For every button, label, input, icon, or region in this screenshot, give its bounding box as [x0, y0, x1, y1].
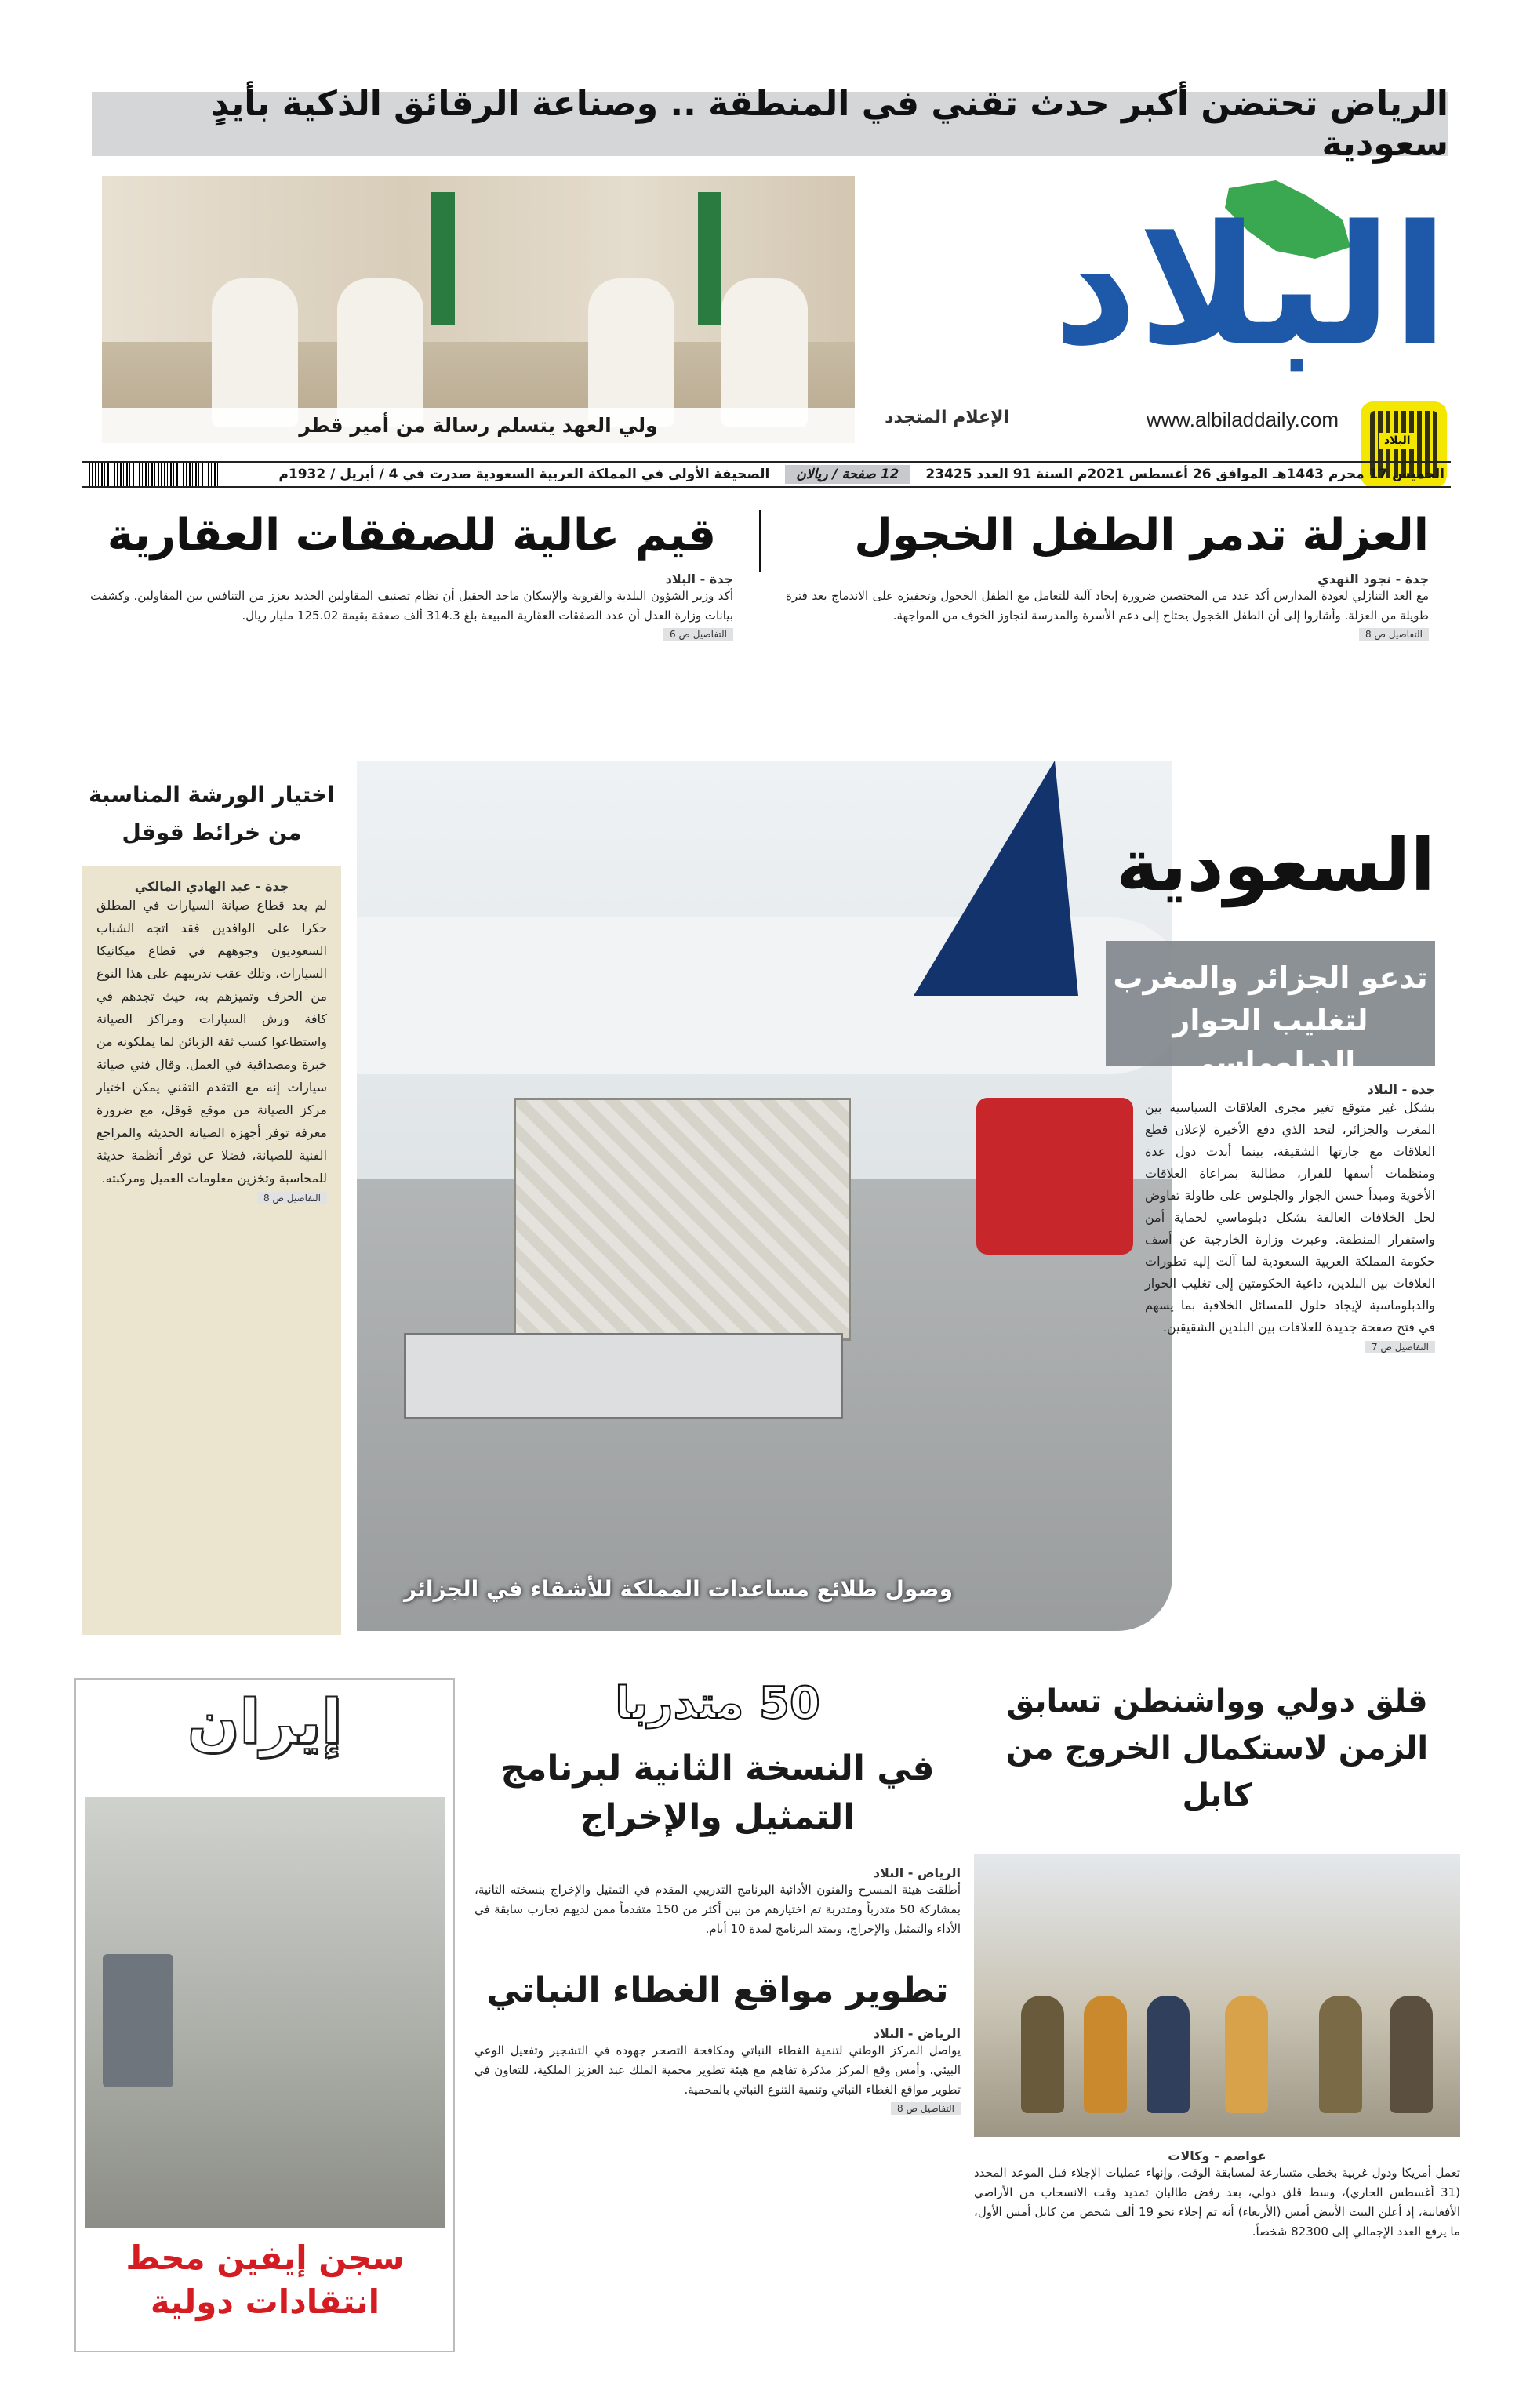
iran-story[interactable] [74, 1678, 455, 2352]
issue-date: الخميس 17 محرم 1443هـ الموافق 26 أغسطس 2021م السنة 91 العدد 23425 [925, 467, 1445, 482]
workshop-title[interactable]: اختيار الورشة المناسبة من خرائط قوقل [89, 782, 335, 845]
feature-body: بشكل غير متوقع تغير مجرى العلاقات السياسية بين المغرب والجزائر، لتحد الذي دفع الأخيرة لإعلان قطع العلاقات مع جارتها الشقيقة، بينما أبدت دول عدة ومنظمات أسفها للقرار، مطالبة بمراعاة العلاقات الأخوية ومبدأ حسن الجوار والجلوس على طاولة تفاوض لحل الخلافات العالقة بشكل دبلوماسي لحماية أمن واستقرار المنطقة. وعبرت وزارة الخارجية عن أسف حكومة المملكة العربية السعودية لما آلت إليه تطورات العلاقات بين البلدين، داعية الحكومتين إلى تغليب الحوار والدبلوماسية لإيجاد حلول للمسائل الخلافية بما يسهم في فتح صفحة جديدة للعلاقات بين البلدين الشقيقين. [1145, 1100, 1435, 1335]
plants-headline[interactable]: تطوير مواقع الغطاء النباتي [486, 1970, 949, 2010]
banner-headline: الرياض تحتضن أكبر حدث تقني في المنطقة .. وصناعة الرقائق الذكية بأيدٍ سعودية [211, 84, 1448, 164]
lead-left-byline: جدة - البلاد [665, 572, 733, 587]
crown-prince-photo[interactable] [102, 176, 855, 443]
lead-right-story[interactable] [786, 510, 1429, 641]
feature-subtitle: تدعو الجزائر والمغرب لتغليب الحوار الدبلوماسي [1106, 941, 1435, 1066]
lead-right-body: مع العد التنازلي لعودة المدارس أكد عدد من المختصين ضرورة إيجاد آلية للتعامل مع الطفل الخجول وتحفيزه على الاندماج بعد فترة طويلة من العزلة. وأشاروا إلى أن الطفل الخجول يحتاج إلى دعم الأسرة والمدرسة لتجاوز الخوف من المواجهة. [786, 589, 1429, 623]
paper-tagline: الصحيفة الأولى في المملكة العربية السعودية صدرت في 4 / أبريل / 1932م [278, 467, 770, 482]
plants-body: يواصل المركز الوطني لتنمية الغطاء النباتي ومكافحة التصحر جهوده في التشجير وتفعيل الوعي البيئي، وأمس وقع المركز مذكرة تفاهم مع هيئة تطوير محمية الملك عبد العزيز الملكية، للتعاون في تطوير مواقع الغطاء النباتي وتنمية التنوع النباتي بالمحمية. [474, 2043, 961, 2097]
snapcode-label: البلاد [1379, 433, 1415, 449]
feature-photo-caption: وصول طلائع مساعدات المملكة للأشقاء في الجزائر [404, 1576, 953, 1602]
kabul-story[interactable] [974, 1678, 1460, 2352]
hero-photo-caption: ولي العهد يتسلم رسالة من أمير قطر [102, 408, 855, 443]
lead-right-byline: جدة - نجود النهدي [1317, 572, 1429, 587]
feature-more-link[interactable]: التفاصيل ص 7 [1365, 1341, 1435, 1353]
page-count-price: 12 صفحة / ريالان [785, 465, 910, 484]
workshop-body: لم يعد قطاع صيانة السيارات في المطلق حكرا على الوافدين فقد اتجه الشباب السعوديون وجوههم في قطاع ميكانيكا السيارات، وتلك عقب تدريبهم على هذا النوع من الحرف وتميزهم به، حيث تجدهم في كافة ورش السيارات ومراكز الصيانة واستطاعوا كسب ثقة الزبائن لما يملكونه من خبرة ومصداقية في العمل. وقال فني صيانة سيارات إنه مع التقدم التقني يمكن اختيار مركز الصيانة من موقع قوقل، مع ضرورة معرفة توفر أجهزة الصيانة الحديثة والمراجع الفنية للصيانة، فضلا عن توفر أنظمة حديثة للمحاسبة وتخزين معلومات العميل ومركبته. [96, 898, 327, 1186]
feature-body-block [1145, 1082, 1435, 1353]
feature-story[interactable] [357, 761, 1451, 1639]
center-bottom-column [474, 1678, 961, 2352]
logo-wordmark: البلاد [1053, 190, 1448, 382]
evin-prison-photo[interactable] [85, 1797, 445, 2228]
iran-title[interactable]: إيران [187, 1687, 343, 1758]
date-bar [82, 461, 1451, 488]
lead-left-body: أكد وزير الشؤون البلدية والقروية والإسكان ماجد الحقيل أن نظام تصنيف المقاولين الجديد يعزز من التنافس بين المقاولين. وكشفت بيانات وزارة العدل أن عدد الصفقات العقارية المبيعة بلغ 314.3 ألف صفقة بقيمة 125.02 مليار ريال. [90, 589, 733, 623]
masthead-slogan: الإعلام المتجدد [885, 408, 1009, 427]
kabul-body: تعمل أمريكا ودول غربية بخطى متسارعة لمسابقة الوقت، وإنهاء عمليات الإجلاء قبل الموعد المحدد (31 أغسطس الجاري)، وسط قلق دولي، بعد رفض طالبان تمديد وقت الانسحاب من الأراضي الأفغانية، إذ أعلن البيت الأبيض أمس (الأربعاء) أنه تم إجلاء نحو 19 ألف شخص من كابل أمس الأول، ما يرفع العدد الإجمالي إلى 82300 شخصاً. [974, 2166, 1460, 2239]
feature-byline: جدة - البلاد [1367, 1082, 1435, 1097]
lead-right-headline[interactable]: العزلة تدمر الطفل الخجول [854, 510, 1429, 561]
iran-caption[interactable]: سجن إيفين محط انتقادات دولية [125, 2239, 405, 2321]
website-url[interactable]: www.albiladdaily.com [1146, 408, 1339, 431]
lead-right-more-link[interactable]: التفاصيل ص 8 [1359, 628, 1429, 641]
workshop-story[interactable] [82, 776, 341, 1635]
feature-title[interactable]: السعودية [1116, 823, 1435, 907]
trainees-body: أطلقت هيئة المسرح والفنون الأدائية البرنامج التدريبي المقدم في التمثيل والإخراج بنسخته الثانية، بمشاركة 50 متدرباً ومتدربة تم اختيارهم من بين أكثر من 150 متقدماً ممن لديهم تجارب سابقة في الأداء والتمثيل والإخراج، ويمتد البرنامج لمدة 10 أيام. [474, 1883, 961, 1936]
workshop-byline: جدة - عبد الهادي المالكي [134, 879, 289, 894]
kabul-byline: عواصم - وكالات [1168, 2148, 1266, 2163]
trainees-byline: الرياض - البلاد [873, 1865, 961, 1880]
kabul-airport-photo[interactable] [974, 1854, 1460, 2137]
lead-left-more-link[interactable]: التفاصيل ص 6 [663, 628, 733, 641]
masthead-logo[interactable] [1053, 173, 1448, 384]
column-divider [759, 510, 761, 572]
workshop-more-link[interactable]: التفاصيل ص 8 [257, 1192, 327, 1204]
barcode-icon [89, 463, 218, 486]
top-banner[interactable] [92, 84, 1448, 164]
trainees-kicker[interactable]: 50 متدربا [615, 1678, 820, 1729]
kabul-headline[interactable]: قلق دولي وواشنطن تسابق الزمن لاستكمال الخروج من كابل [1005, 1683, 1429, 1814]
trainees-headline[interactable]: في النسخة الثانية لبرنامج التمثيل والإخراج [500, 1749, 935, 1837]
workshop-box [82, 866, 341, 1635]
plants-more-link[interactable]: التفاصيل ص 8 [891, 2102, 961, 2115]
lead-left-headline[interactable]: قيم عالية للصفقات العقارية [107, 510, 717, 561]
aid-plane-photo[interactable] [357, 761, 1172, 1631]
lead-left-story[interactable] [90, 510, 733, 641]
plants-byline: الرياض - البلاد [873, 2026, 961, 2041]
